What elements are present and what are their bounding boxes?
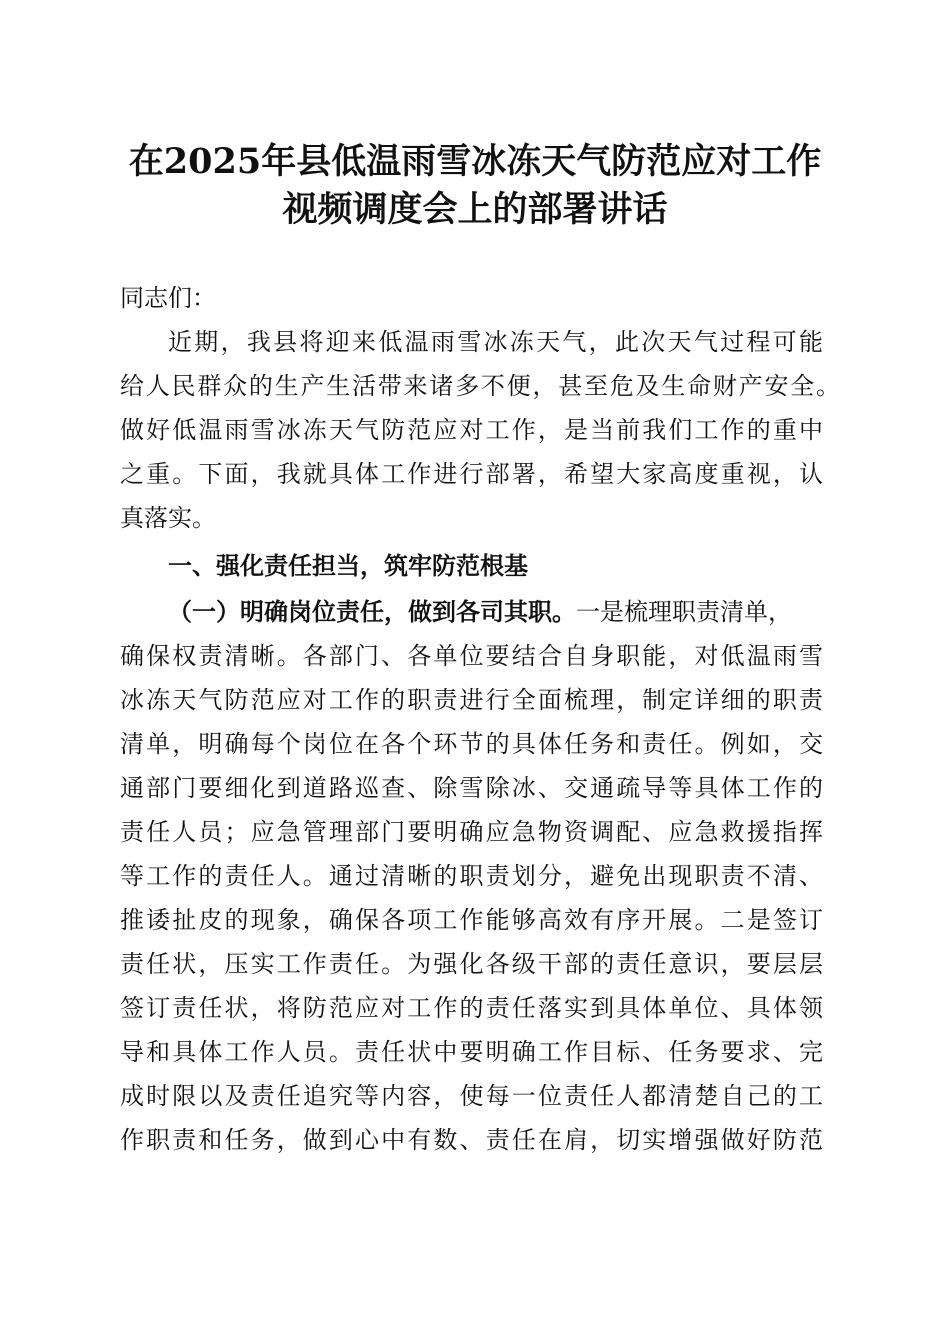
salutation: 同志们： [120,284,216,312]
body-line-3: 清单，明确每个岗位在各个环节的具体任务和责任。例如，交 [120,730,823,758]
body-line-6: 等工作的责任人。通过清晰的职责划分，避免出现职责不清、 [120,862,823,890]
document-title-line-1: 在2025年县低温雨雪冰冻天气防范应对工作 [128,141,822,182]
intro-line-1: 近期，我县将迎来低温雨雪冰冻天气，此次天气过程可能 [168,328,823,356]
body-line-1: 确保权责清晰。各部门、各单位要结合自身职能，对低温雨雪 [120,642,823,670]
body-line-4: 通部门要细化到道路巡查、除雪除冰、交通疏导等具体工作的 [120,774,823,802]
body-line-2: 冰冻天气防范应对工作的职责进行全面梳理，制定详细的职责 [120,686,823,714]
intro-line-2: 给人民群众的生产生活带来诸多不便，甚至危及生命财产安全。 [120,372,840,400]
section-1-heading: 一、强化责任担当，筑牢防范根基 [168,552,528,580]
body-line-8: 责任状，压实工作责任。为强化各级干部的责任意识，要层层 [120,950,823,978]
body-line-9: 签订责任状，将防范应对工作的责任落实到具体单位、具体领 [120,994,823,1022]
intro-line-4: 之重。下面，我就具体工作进行部署，希望大家高度重视，认 [120,460,823,488]
body-line-5: 责任人员；应急管理部门要明确应急物资调配、应急救援指挥 [120,818,823,846]
document-title-line-2: 视频调度会上的部署讲话 [282,189,668,230]
subsection-1-first-line-rest: 一是梳理职责清单， [576,598,792,626]
body-line-11: 成时限以及责任追究等内容，使每一位责任人都清楚自己的工 [120,1082,823,1110]
intro-line-5: 真落实。 [120,504,216,532]
subsection-1-heading: （一）明确岗位责任，做到各司其职。 [168,598,576,626]
body-line-10: 导和具体工作人员。责任状中要明确工作目标、任务要求、完 [120,1038,823,1066]
body-line-12: 作职责和任务，做到心中有数、责任在肩，切实增强做好防范 [120,1126,823,1154]
subsection-1-first-line [168,592,840,632]
intro-line-3: 做好低温雨雪冰冻天气防范应对工作，是当前我们工作的重中 [120,416,823,444]
body-line-7: 推诿扯皮的现象，确保各项工作能够高效有序开展。二是签订 [120,906,823,934]
